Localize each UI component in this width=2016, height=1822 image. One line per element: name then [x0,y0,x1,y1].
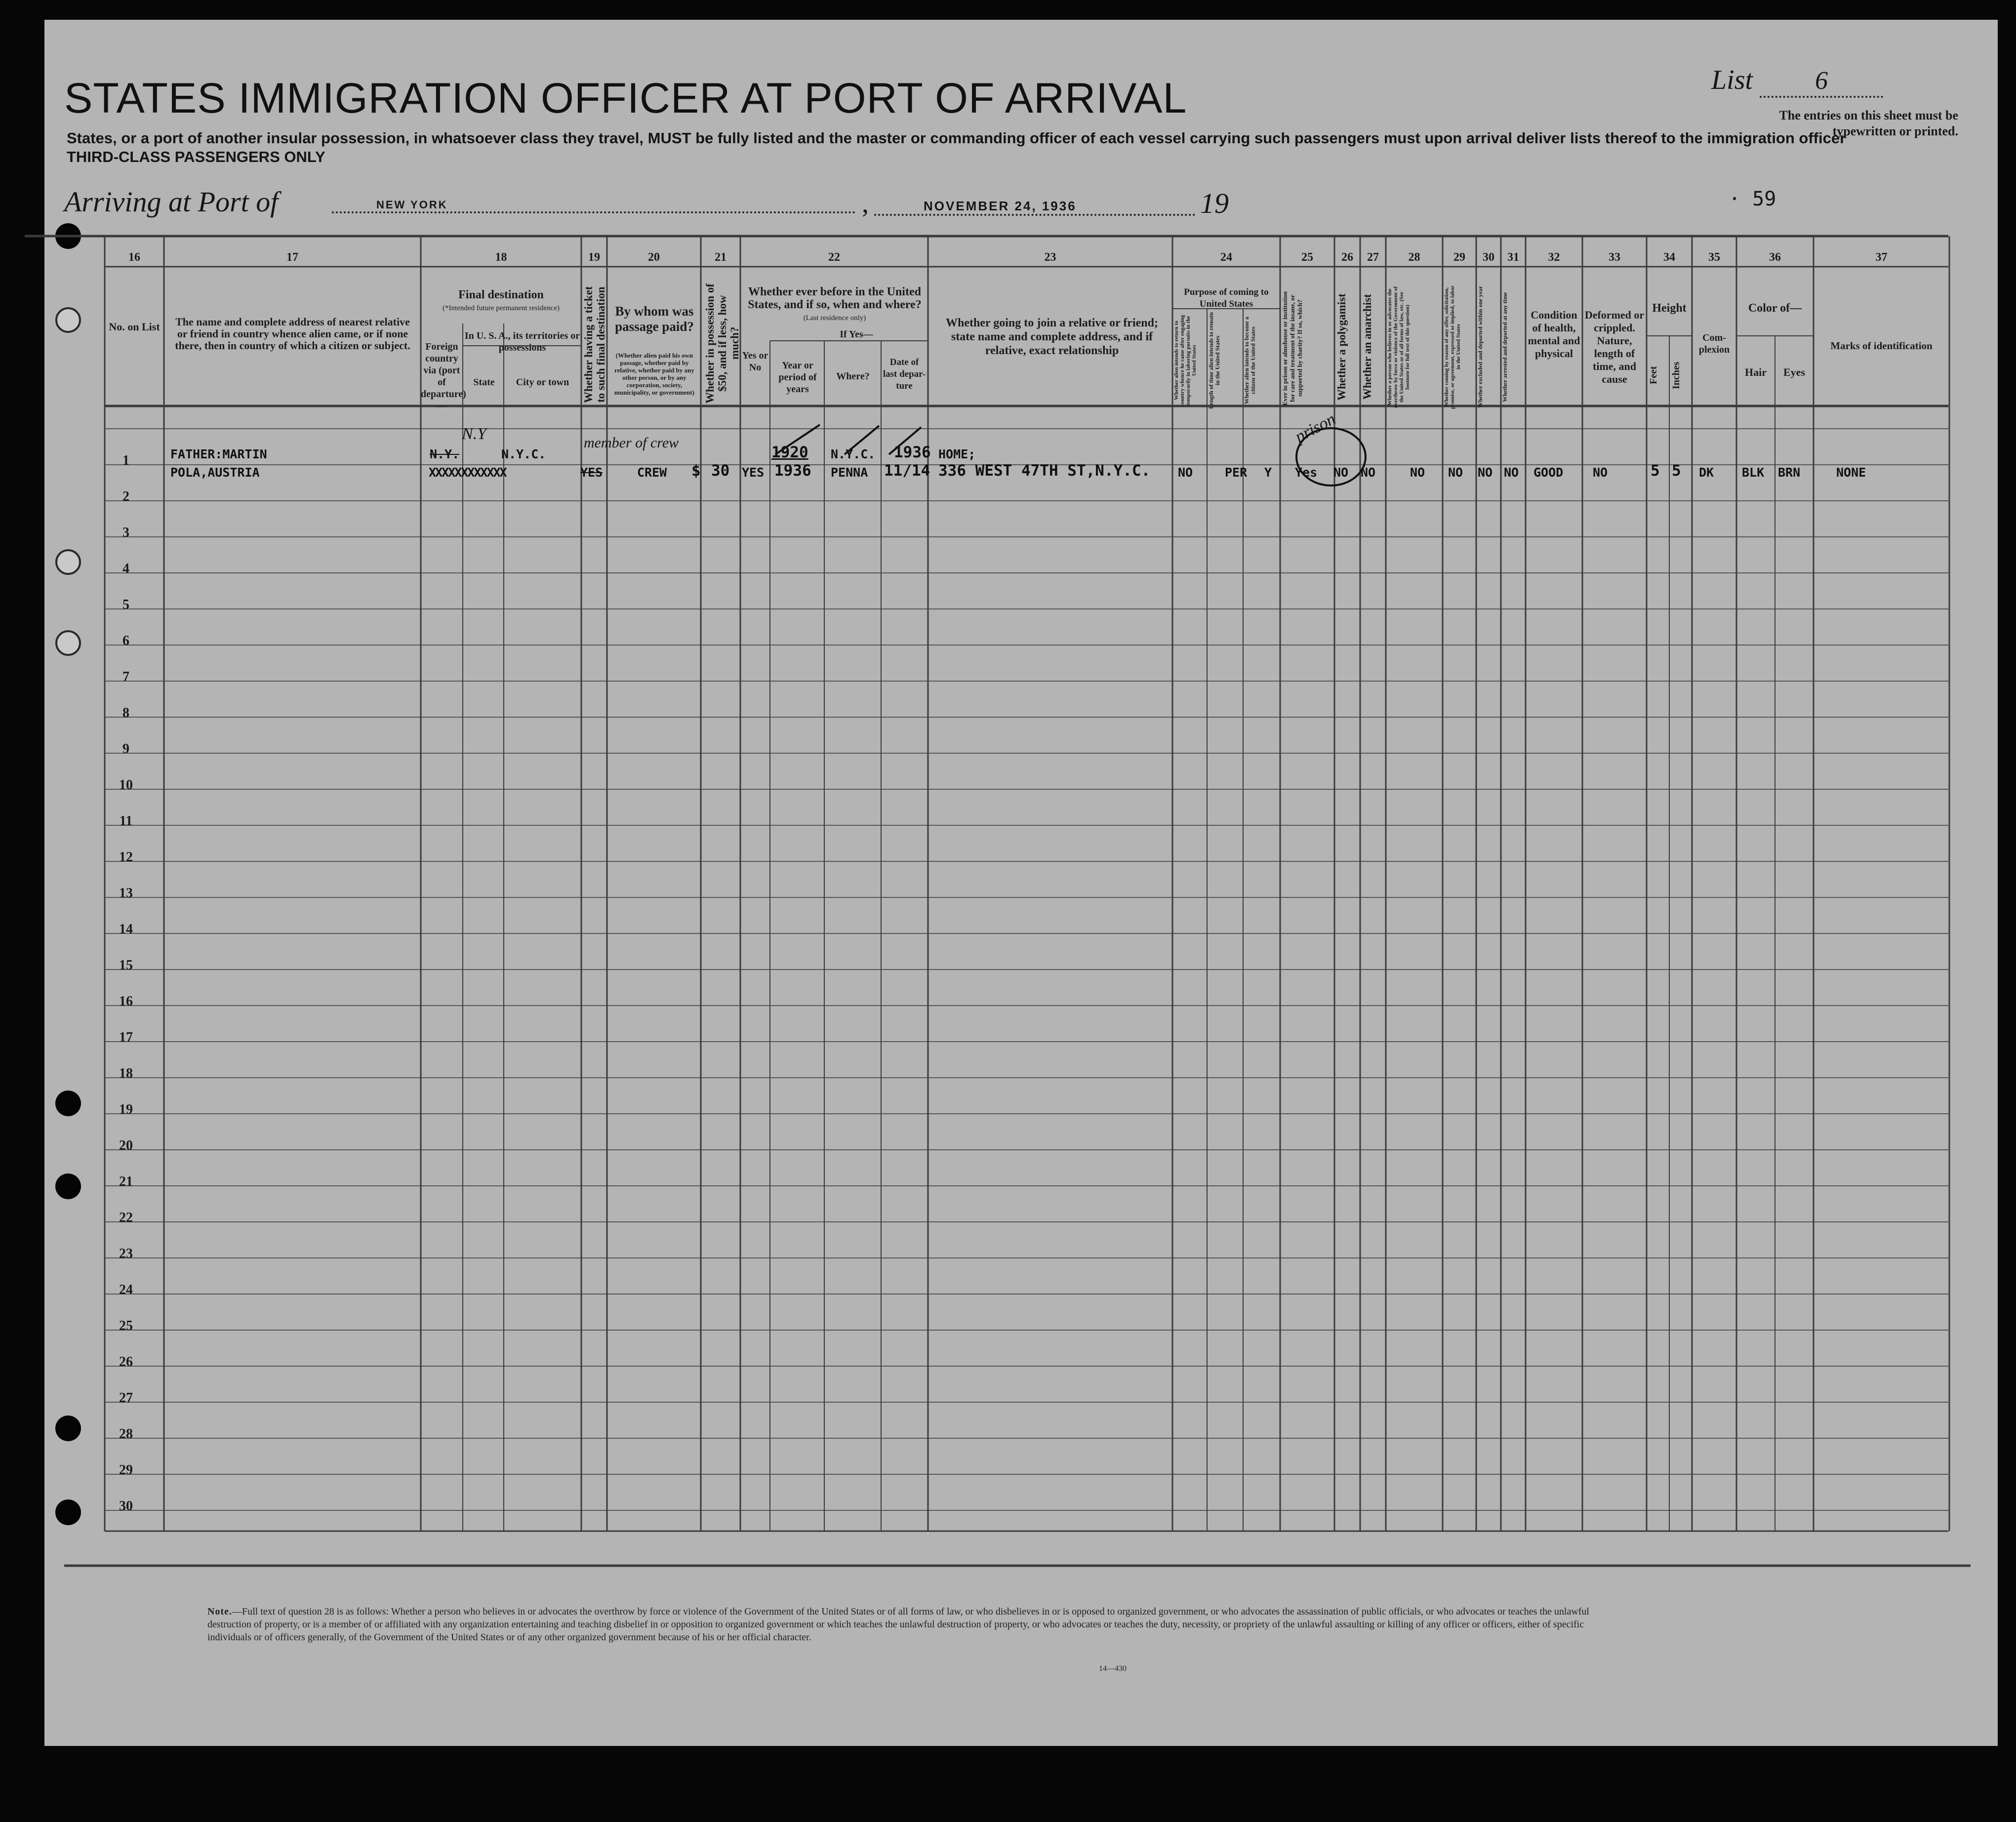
header-if-yes: If Yes— [840,329,873,340]
header-anarchist: Whether an anarchist [1361,294,1373,400]
header-deformed: Deformed or crippled. Nature, length of time, and cause [1584,309,1645,385]
header-foreign-country: Foreign country via (port of departure)— [421,341,466,411]
citizen-intent: Y [1264,465,1272,480]
where-2: PENNA [831,465,868,480]
header-ticket: Whether having a ticket to such final destination [582,286,607,403]
row-number: 24 [119,1282,133,1297]
prison-answer: Yes [1295,465,1318,480]
row-number: 18 [119,1066,133,1081]
join-relative-1: HOME; [938,447,976,461]
header-before-in-us: Whether ever before in the United States, and if so, when and where? [748,285,922,311]
header-height: Height [1652,302,1687,315]
identification-marks: NONE [1836,465,1866,480]
header-final-destination-note: (*Intended future permanent residence) [443,304,560,312]
separator: , [862,188,869,219]
intends-return: NO [1178,465,1193,480]
header-date-departure: Date of last depar-ture [883,357,926,391]
form-title: STATES IMMIGRATION OFFICER AT PORT OF ARRIVAL [64,75,1187,122]
header-excluded: Whether excluded and deported within one year [1477,285,1484,408]
arrival-date: NOVEMBER 24, 1936 [874,199,1195,216]
column-number: 28 [1408,251,1420,264]
prison-handwritten: prison [1292,409,1339,446]
column-number: 20 [648,251,660,264]
column-number: 19 [588,251,600,264]
header-feet: Feet [1648,366,1659,385]
header-labor-offer: Whether coming by reason of any offer, solicitation, promise, or agreement, expressed or implied, to labor in the United States [1444,285,1461,409]
money-amount: 30 [711,462,730,480]
column-number: 16 [128,251,140,264]
row-number: 1 [122,453,129,468]
port-of-arrival: NEW YORK [332,199,855,213]
arriving-label: Arriving at Port of [64,186,279,218]
column-number: 23 [1044,251,1056,264]
column-number: 37 [1875,251,1888,264]
row-number: 13 [119,886,133,901]
row-number: 20 [119,1138,133,1153]
list-label: List [1711,65,1753,95]
checkmark-strokes [766,420,924,459]
row-number: 9 [122,741,129,757]
header-where: Where? [836,371,870,382]
destination-handwritten: N.Y [462,425,487,443]
where-1: N.Y.C. [831,447,876,461]
column-number: 29 [1453,251,1465,264]
length-of-stay: PER [1225,465,1248,480]
header-prison: Ever in prison or almshouse or institution for care and treatment of the insane, or supported by charity? If so, which? [1281,291,1303,405]
ticket-handwritten: member of crew [584,435,679,451]
years-in-us-2: 1936 [774,462,811,480]
header-city: City or town [516,377,569,388]
column-number: 36 [1769,251,1781,264]
header-arrested: Whether arrested and deported at any time [1501,292,1508,402]
row-number: 14 [119,922,133,937]
relative-name: FATHER:MARTIN [170,447,267,461]
header-inches: Inches [1671,362,1682,389]
entries-note: The entries on this sheet must be typewritten or printed. [1779,108,1958,138]
before-in-us: YES [742,465,765,480]
header-passage-paid-note: (Whether alien paid his own passage, whether paid by relative, whether paid by any other person, or by any corporation, society, municipality, or government) [614,352,694,396]
header-purpose: Purpose of coming to United States [1184,287,1269,309]
passenger-class: THIRD-CLASS PASSENGERS ONLY [67,148,325,165]
last-departure-1: 1936 [894,444,931,461]
row-number: 27 [119,1390,133,1406]
column-number: 17 [286,251,298,264]
row-number: 22 [119,1210,133,1225]
header-passage-paid: By whom was passage paid? [615,304,694,334]
footnote [207,1605,1590,1644]
labor-offer-answer: NO [1448,465,1463,480]
header-no-on-list: No. on List [109,321,160,333]
header-year: Year or period of years [778,360,817,395]
header-hair: Hair [1745,366,1767,378]
arrested-answer: NO [1504,465,1519,480]
header-fifty-dollars: Whether in possession of $50, and if less, how much? [704,283,741,404]
column-number: 24 [1220,251,1232,264]
destination-city: N.Y.C. [501,447,546,461]
row-number: 2 [122,489,129,504]
row-number: 26 [119,1354,133,1370]
excluded-answer: NO [1478,465,1493,480]
column-number: 34 [1663,251,1675,264]
column-number: 31 [1507,251,1519,264]
column-number: 32 [1548,251,1560,264]
column-number: 22 [828,251,840,264]
page-number-value: 59 [1752,188,1776,210]
year-prefix: 19 [1200,187,1229,219]
eye-color: BRN [1778,465,1801,480]
header-citizen-intent: Whether alien intends to become a citizen of the United States [1243,317,1256,405]
row-number: 4 [122,561,129,576]
row-number: 21 [119,1174,133,1189]
header-in-usa: In U. S. A., its territories or possessions [464,330,580,353]
last-departure-2: 11/14 [884,462,930,480]
row-number: 15 [119,958,133,973]
header-marks: Marks of identification [1830,340,1933,352]
anarchist-answer: NO [1361,465,1376,480]
column-number: 30 [1483,251,1494,264]
footnote-text: —Full text of question 28 is as follows: Whether a person who believes in or advocates the overthrow by force or violence of the Government of the United States or of all forms of law, or who disbelieves in or is opposed to organized government, or who advocates the assassination of public officials, or who advocates or teaches the unlawful destruction of property, or is a member of or affiliated with any organization entertaining and teaching disbelief in or opposition to organized government or which teaches the unlawful destruction of property, or who advocates or teaches the duty, necessity, or propriety of the unlawful assaulting or killing of any officer or officers, either of specific individuals or of officers generally, of the Government of the United States or of any other organized government because of his or her official character. [207,1606,1589,1643]
header-join-relative: Whether going to join a relative or friend; state name and complete address, and if relative, exact relationship [946,317,1158,357]
row-number: 6 [122,633,129,648]
row-number: 12 [119,850,133,865]
row-number: 3 [122,525,129,540]
header-polygamist: Whether a polygamist [1335,293,1348,401]
column-number: 26 [1341,251,1353,264]
column-number: 27 [1367,251,1379,264]
row-number: 23 [119,1246,133,1261]
row-number: 25 [119,1318,133,1334]
header-complexion: Com-plexion [1698,332,1730,355]
ticket-value: YES [580,465,603,480]
deformed-answer: NO [1593,465,1608,480]
row-number: 16 [119,994,133,1009]
years-in-us-1: 1920 [771,444,808,461]
complexion: DK [1699,465,1714,480]
column-number: 18 [495,251,507,264]
row-number: 8 [122,705,129,721]
column-number: 33 [1609,251,1620,264]
row-number: 29 [119,1462,133,1478]
header-color: Color of— [1748,302,1802,315]
header-final-destination: Final destination [458,288,544,301]
passage-paid-by: CREW [637,465,667,480]
header-last-residence: (Last residence only) [803,314,866,322]
row-number: 19 [119,1102,133,1117]
height-feet: 5 [1651,462,1660,480]
list-number: 6 [1815,67,1828,95]
money-symbol: $ [691,462,701,480]
overthrow-answer: NO [1410,465,1425,480]
header-length-stay: Length of time alien intends to remain in the United States [1208,312,1221,409]
relative-address: POLA,AUSTRIA [170,465,260,480]
polygamist-answer: NO [1333,465,1349,480]
row-number: 28 [119,1426,133,1442]
header-state: State [473,377,495,388]
form-number: 14—430 [1099,1664,1127,1673]
join-relative-2: 336 WEST 47TH ST,N.Y.C. [938,462,1151,480]
header-intends-return: Whether alien intends to return to country whence he came after engaging temporarily in laboring pursuits in the United States [1173,315,1197,406]
row-number: 17 [119,1030,133,1045]
hair-color: BLK [1742,465,1765,480]
row-number: 7 [122,669,129,685]
header-yes-no: Yes or No [742,350,768,373]
row-number: 5 [122,597,129,612]
column-number: 35 [1708,251,1720,264]
row-number: 11 [119,813,133,829]
row-number: 30 [119,1498,133,1514]
header-relative-address: The name and complete address of nearest relative or friend in country whence alien came, or if none there, then in country of which a citizen or subject. [175,316,410,352]
page-number: · 59 [1729,188,1776,210]
health-condition: GOOD [1533,465,1564,480]
header-overthrow: Whether a person who believes in or advocates the overthrow by force or violence of the Government of the United States or of all forms of law, etc. (See footnote for full text of this question) [1387,286,1411,408]
header-eyes: Eyes [1783,366,1805,378]
height-inches: 5 [1672,462,1681,480]
column-number: 25 [1301,251,1313,264]
footnote-label: Note. [207,1606,232,1617]
destination-struck: XXXXXXXXXXXX [429,465,506,480]
row-number: 10 [119,777,133,793]
prison-circle-mark [1284,410,1398,494]
destination-typed: N.Y. [430,447,460,461]
column-number: 21 [715,251,726,264]
header-health: Condition of health, mental and physical [1528,309,1580,360]
form-subtitle: States, or a port of another insular possession, in whatsoever class they travel, MUST be fully listed and the master or commanding officer of each vessel carrying such passengers must upon arrival deliver lists thereof to the immigration officer [67,129,1846,147]
